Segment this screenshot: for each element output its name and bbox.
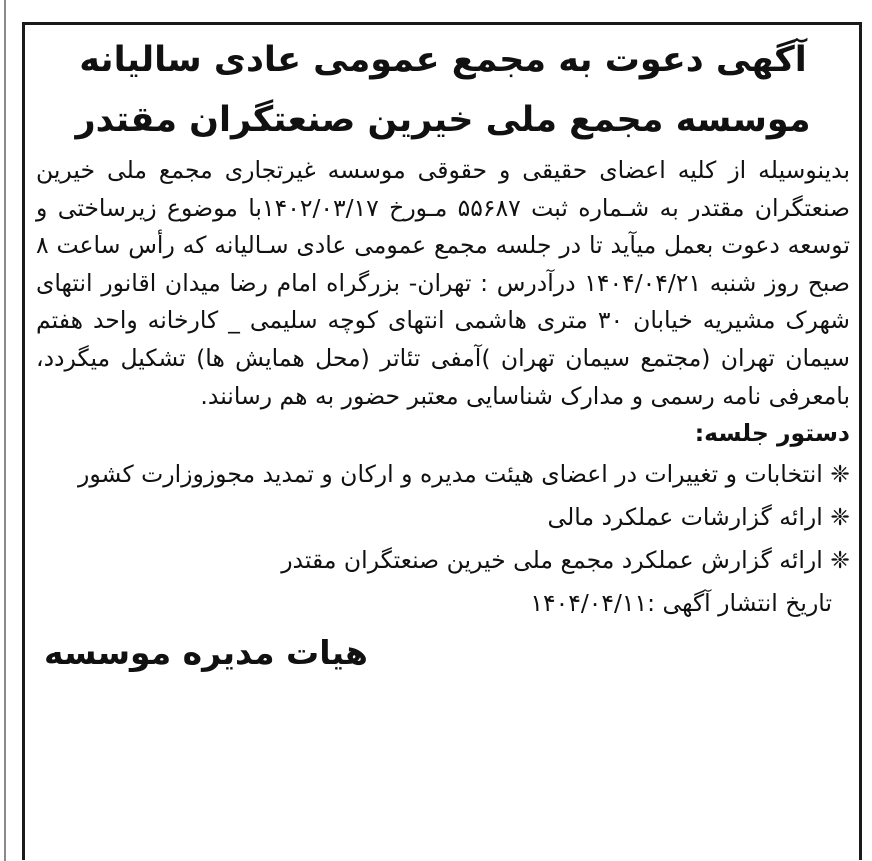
notice-title-line-1: آگهی دعوت به مجمع عمومی عادی سالیانه: [79, 40, 807, 80]
agenda-list: [36, 453, 850, 582]
agenda-item-text: انتخابات و تغییرات در اعضای هیئت مدیره و ارکان و تمدید مجوزوزارت کشور: [78, 459, 823, 488]
notice-body: بدینوسیله از کلیه اعضای حقیقی و حقوقی موسسه غیرتجاری مجمع ملی خیرین صنعتگران مقتدر به شـماره ثبت ۵۵۶۸۷ مـورخ ۱۴۰۲/۰۳/۱۷با موضوع زیرساختی و توسعه دعوت بعمل میآید تا در جلسه مجمع عمومی عادی سـالیانه که رأس ساعت ۸ صبح روز شنبه ۱۴۰۴/۰۴/۲۱ درآدرس : تهران- بزرگراه امام رضا میدان اقانور انتهای شهرک مشیریه خیابان ۳۰ متری هاشمی انتهای کوچه سلیمی _ کارخانه واحد هفتم سیمان تهران (مجتمع سیمان تهران )آمفی تئاتر (محل همایش ها) تشکیل میگردد، بامعرفی نامه رسمی و مدارک شناسایی معتبر حضور به هم رسانند.: [36, 156, 850, 410]
signature: هیات مدیره موسسه: [44, 632, 368, 672]
notice-content: [36, 30, 850, 678]
bullet-icon: ❈: [830, 459, 850, 488]
publish-date: تاریخ انتشار آگهی :۱۴۰۴/۰۴/۱۱: [530, 588, 832, 617]
notice-title-line-2: موسسه مجمع ملی خیرین صنعتگران مقتدر: [75, 100, 811, 140]
agenda-item-text: ارائه گزارش عملکرد مجمع ملی خیرین صنعتگران مقتدر: [281, 545, 823, 574]
agenda-item: [36, 539, 850, 582]
agenda-item: [36, 496, 850, 539]
bullet-icon: ❈: [830, 545, 850, 574]
agenda-item: [36, 453, 850, 496]
bullet-icon: ❈: [830, 502, 850, 531]
agenda-heading: دستور جلسه:: [694, 419, 850, 448]
page-edge-rule: [4, 0, 6, 861]
agenda-item-text: ارائه گزارشات عملکرد مالی: [547, 502, 823, 531]
